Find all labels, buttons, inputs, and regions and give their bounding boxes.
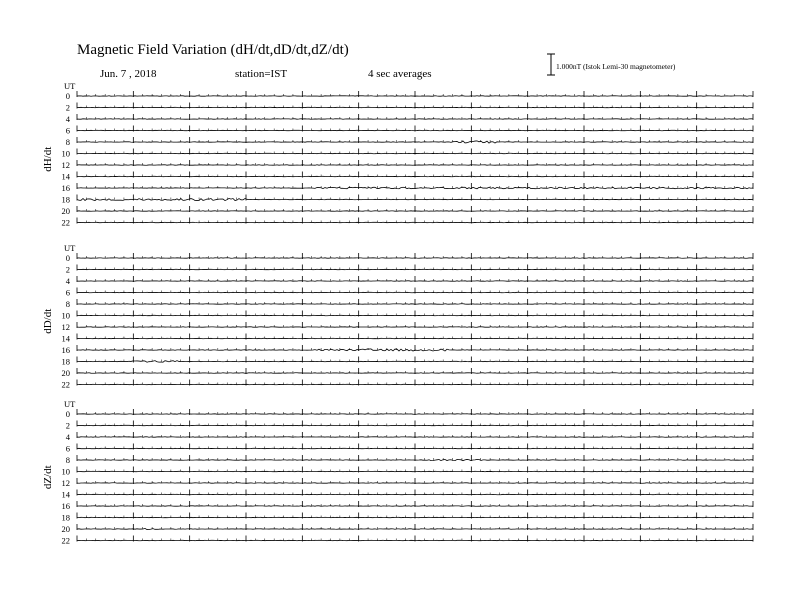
- row-label: 14: [61, 333, 70, 344]
- row-label: 4: [65, 114, 70, 124]
- row-label: 14: [61, 489, 70, 500]
- panel-dzdt: [42, 399, 753, 546]
- row-label: 16: [61, 501, 70, 511]
- scale-bar: [547, 54, 555, 75]
- date-label: Jun. 7 , 2018: [100, 68, 157, 80]
- station-label: station=IST: [235, 68, 288, 80]
- row-label: 22: [61, 535, 70, 546]
- y-axis-label: dZ/dt: [42, 465, 54, 490]
- row-label: 0: [65, 253, 70, 263]
- ut-label: UT: [64, 243, 76, 253]
- ut-label: UT: [64, 81, 76, 91]
- row-label: 20: [61, 524, 70, 534]
- panel-dhdt: [42, 81, 753, 228]
- ut-label: UT: [64, 399, 76, 409]
- row-label: 12: [61, 322, 70, 332]
- row-label: 2: [65, 420, 70, 431]
- row-label: 14: [61, 171, 70, 182]
- row-label: 8: [65, 299, 70, 309]
- y-axis-label: dH/dt: [42, 146, 54, 172]
- row-label: 8: [65, 137, 70, 147]
- row-label: 4: [65, 432, 70, 442]
- row-label: 8: [65, 455, 70, 465]
- chart-title: Magnetic Field Variation (dH/dt,dD/dt,dZ/dt): [77, 42, 349, 58]
- scale-label: 1.000nT (Istok Lemi-30 magnetometer): [556, 62, 676, 71]
- row-label: 0: [65, 409, 70, 419]
- row-label: 6: [65, 125, 70, 136]
- row-label: 20: [61, 206, 70, 216]
- row-label: 20: [61, 368, 70, 378]
- row-label: 10: [61, 310, 70, 321]
- averaging-label: 4 sec averages: [368, 68, 432, 80]
- row-label: 12: [61, 160, 70, 170]
- panels: [42, 81, 753, 546]
- row-label: 6: [65, 287, 70, 298]
- row-label: 12: [61, 478, 70, 488]
- row-label: 16: [61, 345, 70, 355]
- y-axis-label: dD/dt: [42, 308, 54, 334]
- row-label: 18: [61, 512, 70, 523]
- row-label: 2: [65, 102, 70, 113]
- row-label: 16: [61, 183, 70, 193]
- row-label: 0: [65, 91, 70, 101]
- row-label: 22: [61, 379, 70, 390]
- row-label: 18: [61, 194, 70, 205]
- panel-dddt: [42, 243, 753, 390]
- row-label: 10: [61, 148, 70, 159]
- row-label: 6: [65, 443, 70, 454]
- row-label: 18: [61, 356, 70, 367]
- row-label: 2: [65, 264, 70, 275]
- row-label: 4: [65, 276, 70, 286]
- row-label: 22: [61, 217, 70, 228]
- row-label: 10: [61, 466, 70, 477]
